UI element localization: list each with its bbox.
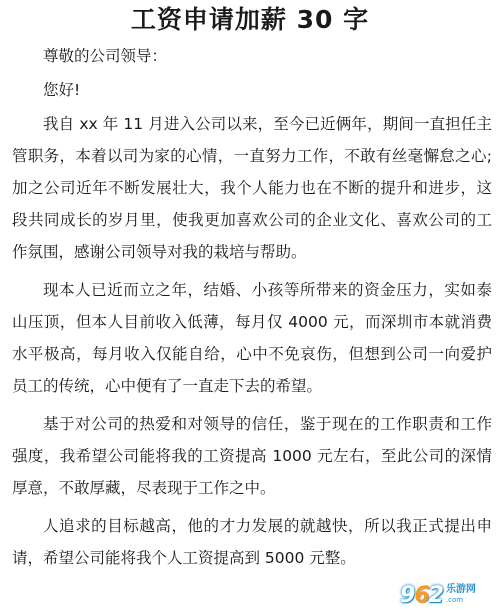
greeting: 您好! <box>43 81 81 99</box>
site-watermark <box>400 581 496 609</box>
document-body <box>12 40 492 574</box>
watermark-domain: .com <box>445 596 464 604</box>
paragraph: 我自 xx 年 11 月进入公司以来，至今已近俩年，期间一直担任主管职务，本着以司为家的心情，一直努力工作，不敢有丝毫懈怠之心;加之公司近年不断发展壮大，我个人能力也在不断的提升和进步，这段共同成长的岁月里，使我更加喜欢公司的企业文化、喜欢公司的工作氛围，感谢公司领导对我的栽培与帮助。 <box>12 115 492 261</box>
paragraph: 基于对公司的热爱和对领导的信任，鉴于现在的工作职责和工作强度，我希望公司能将我的工资提高 1000 元左右，至此公司的深情厚意，不敢厚藏，尽表现于工作之中。 <box>12 415 492 497</box>
paragraph: 现本人已近而立之年，结婚、小孩等所带来的资金压力，实如泰山压顶，但本人目前收入低薄，每月仅 4000 元，而深圳市本就消费水平极高，每月收入仅能自给，心中不免哀伤，但想到公司一向爱护员工的传统，心中便有了一直走下去的希望。 <box>12 281 492 395</box>
watermark-site-name: 乐游网 <box>445 584 476 595</box>
paragraph: 人追求的目标越高，他的才力发展的就越快，所以我正式提出申请，希望公司能将我个人工资提高到 5000 元整。 <box>12 517 492 567</box>
document-title: 工资申请加薪 30 字 <box>130 5 370 34</box>
salutation: 尊敬的公司领导： <box>43 47 168 65</box>
watermark-logo: 962 <box>400 582 443 608</box>
